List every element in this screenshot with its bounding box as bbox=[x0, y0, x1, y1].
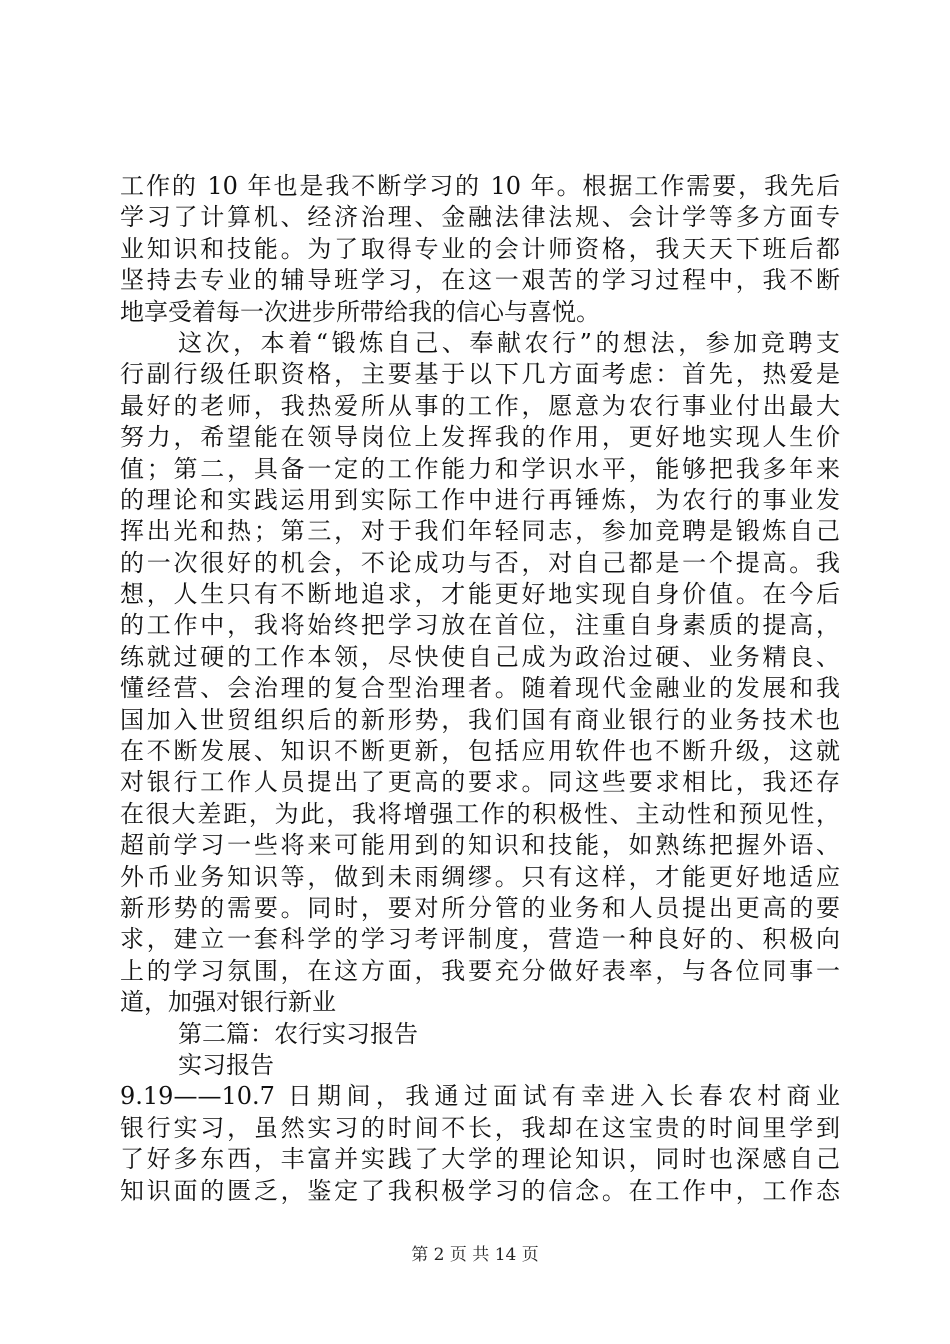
body-line: 值；第二，具备一定的工作能力和学识水平，能够把我多年来 bbox=[120, 454, 840, 483]
body-line: 的工作中，我将始终把学习放在首位，注重自身素质的提高， bbox=[120, 611, 840, 640]
body-line: 的理论和实践运用到实际工作中进行再锤炼，为农行的事业发 bbox=[120, 485, 840, 514]
body-line: 在很大差距，为此，我将增强工作的积极性、主动性和预见性， bbox=[120, 799, 840, 828]
body-line: 上的学习氛围，在这方面，我要充分做好表率，与各位同事一 bbox=[120, 956, 840, 985]
body-line: 努力，希望能在领导岗位上发挥我的作用，更好地实现人生价 bbox=[120, 423, 840, 452]
body-line: 道，加强对银行新业 bbox=[120, 988, 336, 1017]
body-line: 9.19——10.7 日期间，我通过面试有幸进入长春农村商业 bbox=[120, 1082, 840, 1111]
body-line: 了好多东西，丰富并实践了大学的理论知识，同时也深感自己 bbox=[120, 1145, 840, 1174]
body-line: 最好的老师，我热爱所从事的工作，愿意为农行事业付出最大 bbox=[120, 391, 840, 420]
body-line: 新形势的需要。同时，要对所分管的业务和人员提出更高的要 bbox=[120, 893, 840, 922]
body-line: 的一次很好的机会，不论成功与否，对自己都是一个提高。我 bbox=[120, 548, 840, 577]
body-line: 银行实习，虽然实习的时间不长，我却在这宝贵的时间里学到 bbox=[120, 1113, 840, 1142]
body-line: 超前学习一些将来可能用到的知识和技能，如熟练把握外语、 bbox=[120, 831, 840, 860]
body-line: 练就过硬的工作本领，尽快使自己成为政治过硬、业务精良、 bbox=[120, 642, 840, 671]
body-line: 国加入世贸组织后的新形势，我们国有商业银行的业务技术也 bbox=[120, 705, 840, 734]
body-line: 挥出光和热；第三，对于我们年轻同志，参加竞聘是锻炼自己 bbox=[120, 517, 840, 546]
body-line: 对银行工作人员提出了更高的要求。同这些要求相比，我还存 bbox=[120, 768, 840, 797]
body-line: 工作的 10 年也是我不断学习的 10 年。根据工作需要，我先后 bbox=[120, 172, 840, 200]
subheading: 实习报告 bbox=[178, 1050, 274, 1079]
page-number-footer: 第 2 页 共 14 页 bbox=[411, 1245, 539, 1265]
body-line: 地享受着每一次进步所带给我的信心与喜悦。 bbox=[120, 297, 600, 326]
body-line: 求，建立一套科学的学习考评制度，营造一种良好的、积极向 bbox=[120, 925, 840, 954]
body-line: 知识面的匮乏，鉴定了我积极学习的信念。在工作中，工作态 bbox=[120, 1176, 840, 1205]
body-line: 外币业务知识等，做到未雨绸缪。只有这样，才能更好地适应 bbox=[120, 862, 840, 891]
body-line: 学习了计算机、经济治理、金融法律法规、会计学等多方面专 bbox=[120, 203, 840, 232]
section-heading: 第二篇：农行实习报告 bbox=[178, 1019, 418, 1048]
body-line: 在不断发展、知识不断更新，包括应用软件也不断升级，这就 bbox=[120, 737, 840, 766]
document-body bbox=[120, 171, 840, 1207]
body-line: 行副行级任职资格，主要基于以下几方面考虑：首先，热爱是 bbox=[120, 360, 840, 389]
body-line: 这次，本着“锻炼自己、奉献农行”的想法，参加竞聘支 bbox=[178, 328, 840, 357]
body-line: 业知识和技能。为了取得专业的会计师资格，我天天下班后都 bbox=[120, 234, 840, 263]
body-line: 想，人生只有不断地追求，才能更好地实现自身价值。在今后 bbox=[120, 580, 840, 609]
body-line: 懂经营、会治理的复合型治理者。随着现代金融业的发展和我 bbox=[120, 674, 840, 703]
body-line: 坚持去专业的辅导班学习，在这一艰苦的学习过程中，我不断 bbox=[120, 266, 840, 295]
